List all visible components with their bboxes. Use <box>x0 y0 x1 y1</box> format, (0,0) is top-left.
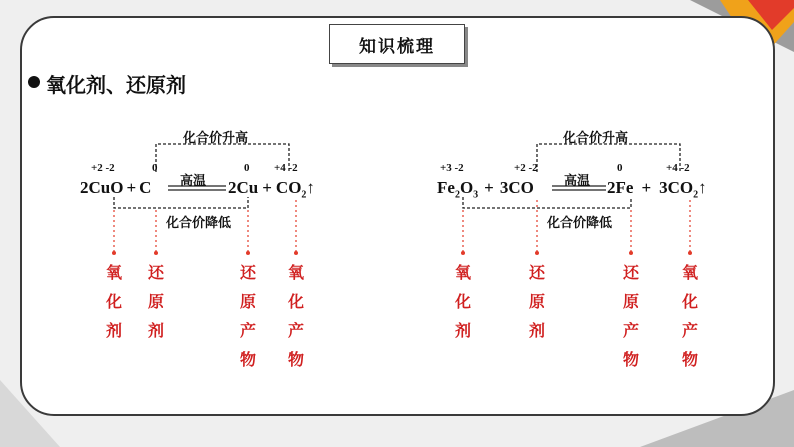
valence-rise-label: 化合价升高 <box>563 131 629 146</box>
page-title: 知识梳理 <box>359 36 435 57</box>
role-label-reductant: 还 原 剂 <box>528 263 545 340</box>
section-heading: 氧化剂、还原剂 <box>46 73 186 97</box>
reaction-condition: 高温 <box>180 174 207 189</box>
gas-arrow-icon: ↑ <box>306 178 315 197</box>
role-label-reduction-product: 还 原 产 物 <box>239 263 256 369</box>
oxidation-state: 0 <box>617 162 623 174</box>
valence-rise-label: 化合价升高 <box>183 131 249 146</box>
role-label-oxidant: 氧 化 剂 <box>105 263 122 340</box>
role-label-reduction-product: 还 原 产 物 <box>622 263 639 369</box>
role-label-reductant: 还 原 剂 <box>147 263 164 340</box>
oxidation-state: 0 <box>244 162 250 174</box>
oxidation-state: +4 -2 <box>666 162 690 174</box>
valence-fall-label: 化合价降低 <box>166 216 232 231</box>
oxidation-state: 0 <box>152 162 158 174</box>
role-label-oxidation-product: 氧 化 产 物 <box>287 263 304 369</box>
valence-fall-label: 化合价降低 <box>547 216 613 231</box>
oxidation-state: +4 -2 <box>274 162 298 174</box>
role-label-oxidant: 氧 化 剂 <box>454 263 471 340</box>
role-label-oxidation-product: 氧 化 产 物 <box>681 263 698 369</box>
oxidation-state: +2 -2 <box>91 162 115 174</box>
reaction-condition: 高温 <box>564 174 591 189</box>
oxidation-state: +2 -2 <box>514 162 538 174</box>
formula-term: $2Cu + CO_2↑$ <box>228 178 315 201</box>
oxidation-state: +3 -2 <box>440 162 464 174</box>
formula-term: $2Fe + 3CO_2↑$ <box>607 178 707 201</box>
formula-term: 2CuO + C <box>80 178 152 197</box>
formula-term: $Fe_2O_3 + 3CO$ <box>437 178 534 201</box>
gas-arrow-icon: ↑ <box>698 178 707 197</box>
